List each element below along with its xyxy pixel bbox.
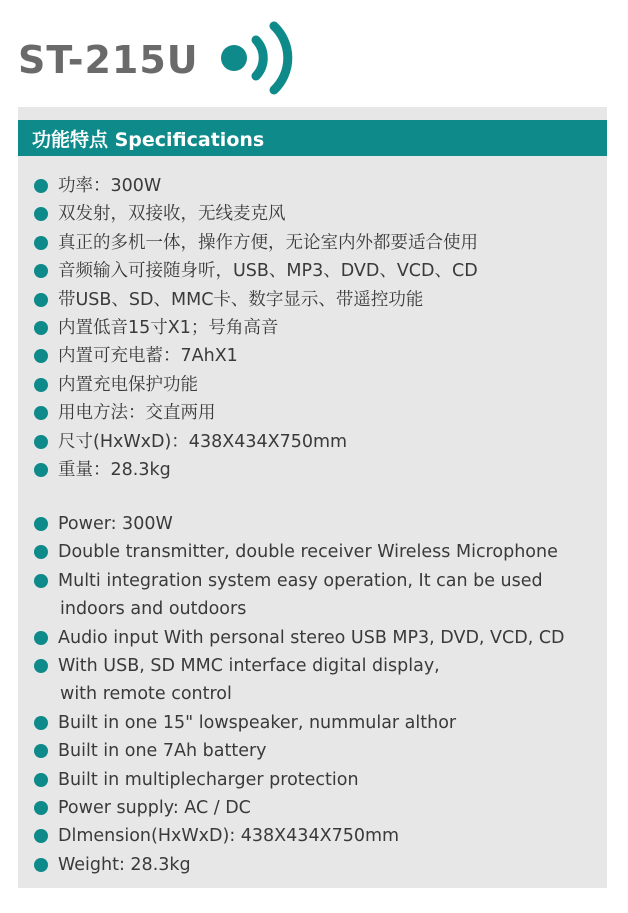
spec-text: 尺寸(HxWxD)：438X434X750mm <box>58 431 348 452</box>
spec-item-cn <box>34 286 478 314</box>
specifications-header <box>18 120 607 156</box>
spec-text: 内置可充电蓄：7AhX1 <box>58 346 238 367</box>
specs-list-english <box>34 510 565 879</box>
spec-text: 用电方法：交直两用 <box>58 403 216 424</box>
spec-item-cn <box>34 257 478 285</box>
spec-text: Power: 300W <box>58 514 173 534</box>
specs-list-chinese <box>34 172 478 484</box>
bullet-dot-icon <box>34 801 48 815</box>
spec-text: 内置低音15寸X1；号角高音 <box>58 318 279 339</box>
spec-item-cn <box>34 371 478 399</box>
spec-item-en <box>34 822 565 850</box>
spec-item-cn <box>34 456 478 484</box>
spec-item-en <box>34 624 565 652</box>
spec-text: Double transmitter, double receiver Wireless Microphone <box>58 542 558 563</box>
spec-item-en <box>34 851 565 879</box>
spec-item-en <box>34 766 565 794</box>
bullet-dot-icon <box>34 406 48 420</box>
bullet-dot-icon <box>34 744 48 758</box>
spec-text: 功率：300W <box>58 176 162 196</box>
spec-text: Weight: 28.3kg <box>58 854 191 875</box>
product-model-title: ST-215U <box>18 38 199 82</box>
bullet-dot-icon <box>34 773 48 787</box>
bullet-dot-icon <box>34 435 48 449</box>
bullet-dot-icon <box>34 321 48 335</box>
bullet-dot-icon <box>34 659 48 673</box>
spec-text: Power supply: AC / DC <box>58 798 251 819</box>
spec-item-cn <box>34 172 478 200</box>
wireless-signal-icon <box>218 16 300 100</box>
spec-item-cn <box>34 342 478 370</box>
bullet-dot-icon <box>34 207 48 221</box>
specifications-heading: 功能特点 Specifications <box>32 128 265 151</box>
spec-text: Built in multiplecharger protection <box>58 769 359 790</box>
spec-item-en <box>34 567 565 624</box>
spec-item-cn <box>34 229 478 257</box>
spec-item-en <box>34 510 565 538</box>
spec-text: Multi integration system easy operation, It can be used <box>58 570 543 591</box>
spec-item-cn <box>34 314 478 342</box>
bullet-dot-icon <box>34 631 48 645</box>
spec-text-continued: indoors and outdoors <box>60 599 247 620</box>
title-block <box>18 30 199 90</box>
bullet-dot-icon <box>34 179 48 193</box>
bullet-dot-icon <box>34 463 48 477</box>
spec-text: 带USB、SD、MMC卡、数字显示、带遥控功能 <box>58 289 424 310</box>
spec-item-cn <box>34 399 478 427</box>
spec-text: Dlmension(HxWxD): 438X434X750mm <box>58 826 400 847</box>
spec-text: 重量：28.3kg <box>58 460 171 481</box>
bullet-dot-icon <box>34 517 48 531</box>
spec-item-cn <box>34 200 478 228</box>
bullet-dot-icon <box>34 378 48 392</box>
spec-item-en <box>34 709 565 737</box>
bullet-dot-icon <box>34 349 48 363</box>
spec-item-en <box>34 737 565 765</box>
spec-item-en <box>34 652 565 709</box>
spec-item-cn <box>34 428 478 456</box>
spec-text: 双发射，双接收，无线麦克风 <box>58 204 286 225</box>
spec-text: 内置充电保护功能 <box>58 374 198 395</box>
bullet-dot-icon <box>34 829 48 843</box>
bullet-dot-icon <box>34 293 48 307</box>
spec-text: Audio input With personal stereo USB MP3, DVD, VCD, CD <box>58 627 565 648</box>
bullet-dot-icon <box>34 264 48 278</box>
spec-text-continued: with remote control <box>60 684 232 705</box>
spec-item-en <box>34 794 565 822</box>
bullet-dot-icon <box>34 858 48 872</box>
spec-text: 真正的多机一体，操作方便，无论室内外都要适合使用 <box>58 232 478 253</box>
spec-text: With USB, SD MMC interface digital display, <box>58 656 440 677</box>
bullet-dot-icon <box>34 716 48 730</box>
spec-text: Built in one 15" lowspeaker, nummular althor <box>58 712 457 733</box>
spec-text: Built in one 7Ah battery <box>58 741 267 762</box>
bullet-dot-icon <box>34 236 48 250</box>
bullet-dot-icon <box>34 545 48 559</box>
spec-text: 音频输入可接随身听，USB、MP3、DVD、VCD、CD <box>58 261 478 282</box>
spec-item-en <box>34 538 565 566</box>
bullet-dot-icon <box>34 574 48 588</box>
